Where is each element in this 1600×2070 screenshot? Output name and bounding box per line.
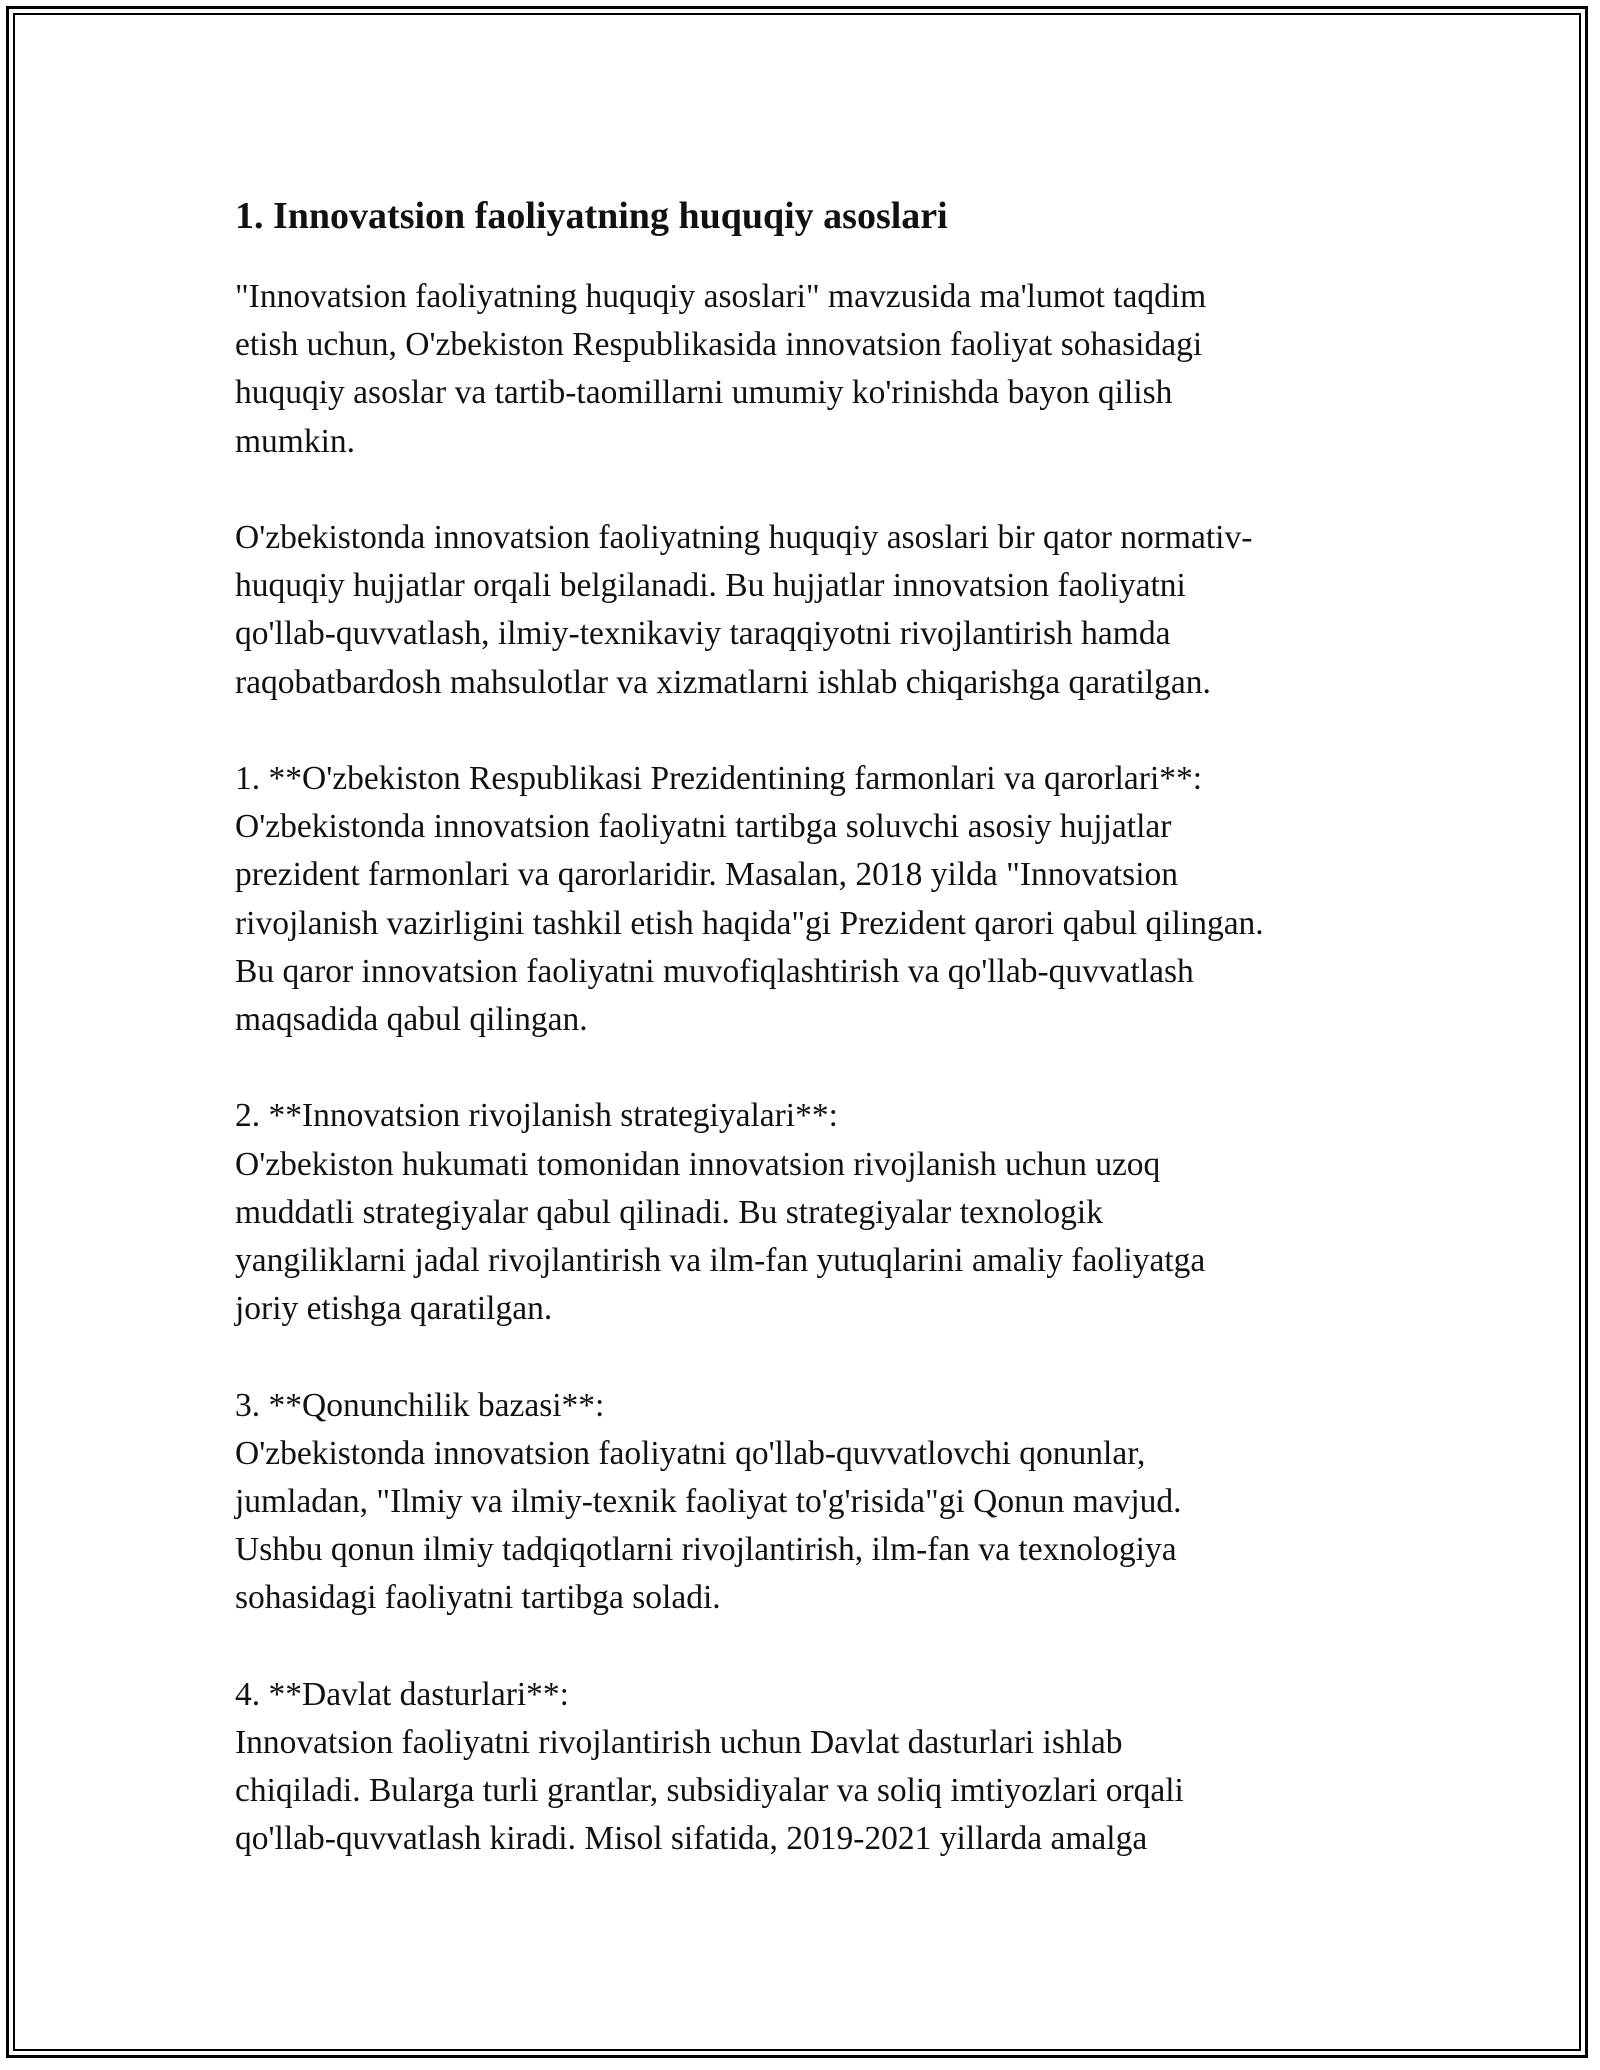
list-item-presidential-decrees: 1. **O'zbekiston Respublikasi Prezidentining farmonlari va qarorlari**: O'zbekistonda innovatsion faoliyatni tartibga soluvchi asosiy hujjatlar prezident farmonlari va qarorlaridir. Masalan, 2018 yilda "Innovatsion rivojlanish vazirligini tashkil etish haqida"gi Prezident qarori qabul qilingan. Bu qaror innovatsion faoliyatni muvofiqlashtirish va qo'llab-quvvatlash maqsadida qabul qilingan. [235,760,1264,1039]
document-body [235,184,1375,1864]
paragraph-gap [235,707,1375,755]
list-item-legislation: 3. **Qonunchilik bazasi**: O'zbekistonda innovatsion faoliyatni qo'llab-quvvatlovchi qonunlar, jumladan, "Ilmiy va ilmiy-texnik faoliyat to'g'risida"gi Qonun mavjud. Ushbu qonun ilmiy tadqiqotlarni rivojlantirish, ilm-fan va texnologiya sohasidagi faoliyatni tartibga soladi. [235,1386,1182,1617]
list-item-strategies: 2. **Innovatsion rivojlanish strategiyalari**: O'zbekiston hukumati tomonidan innovatsion rivojlanish uchun uzoq muddatli strategiyalar qabul qilinadi. Bu strategiyalar texnologik yangiliklarni jadal rivojlantirish va ilm-fan yutuqlarini amaliy faoliyatga joriy etishga qaratilgan. [235,1097,1206,1328]
paragraph-intro: "Innovatsion faoliyatning huquqiy asoslari" mavzusida ma'lumot taqdim etish uchun, O'zbekiston Respublikasida innovatsion faoliyat sohasidagi huquqiy asoslar va tartib-taomillarni umumiy ko'rinishda bayon qilish mumkin. [235,278,1207,460]
paragraph-gap [235,1044,1375,1092]
document-title: 1. Innovatsion faoliyatning huquqiy asoslari [235,195,948,237]
paragraph-gap [235,1623,1375,1671]
paragraph-overview: O'zbekistonda innovatsion faoliyatning huquqiy asoslari bir qator normativ- huquqiy hujjatlar orqali belgilanadi. Bu hujjatlar innovatsion faoliyatni qo'llab-quvvatlash, ilmiy-texnikaviy taraqqiyotni rivojlantirish hamda raqobatbardosh mahsulotlar va xizmatlarni ishlab chiqarishga qaratilgan. [235,519,1253,701]
list-item-state-programs: 4. **Davlat dasturlari**: Innovatsion faoliyatni rivojlantirish uchun Davlat dasturlari ishlab chiqiladi. Bularga turli grantlar, subsidiyalar va soliq imtiyozlari orqali qo'llab-quvvatlash kiradi. Misol sifatida, 2019-2021 yillarda amalga [235,1675,1184,1858]
paragraph-gap [235,466,1375,514]
paragraph-gap [235,1333,1375,1381]
